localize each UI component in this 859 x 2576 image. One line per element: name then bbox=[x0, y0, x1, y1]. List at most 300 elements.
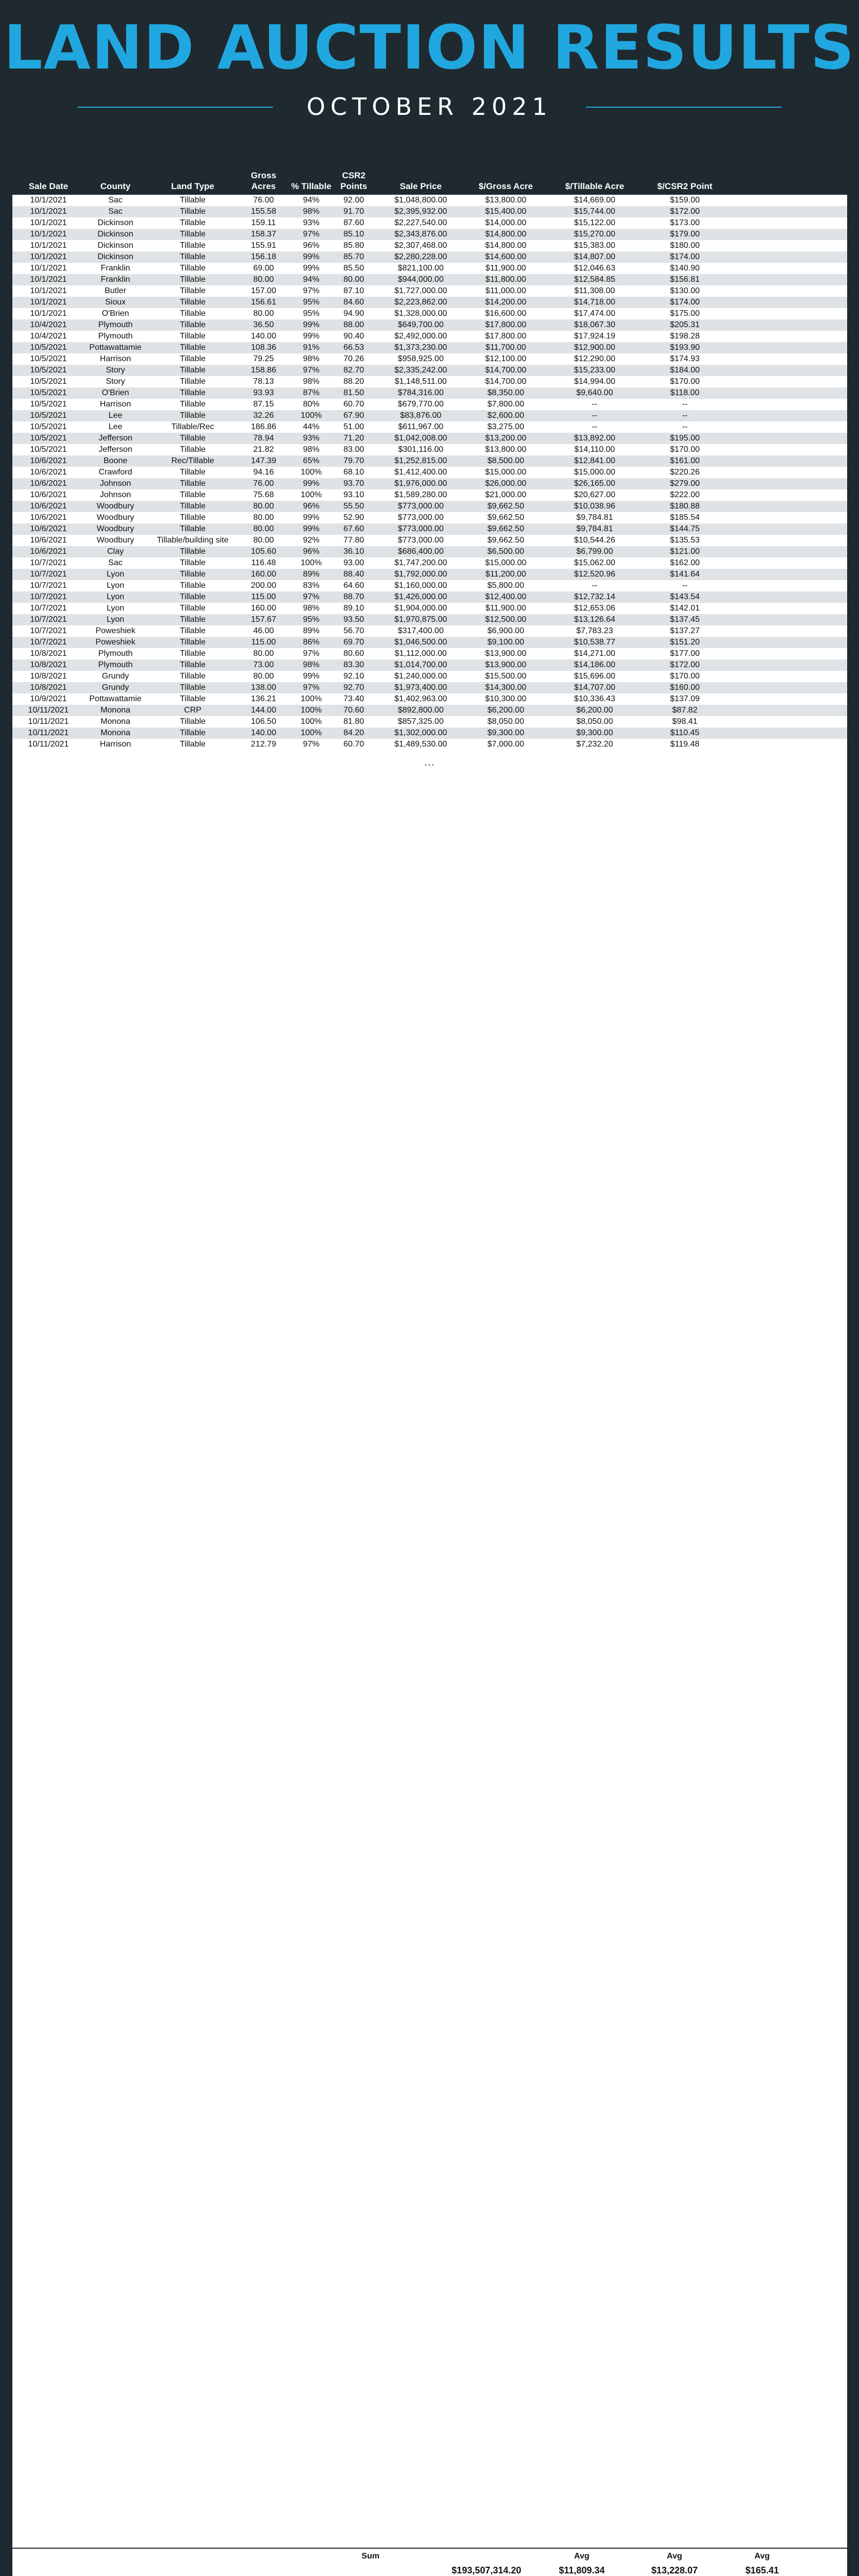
table-cell: $110.45 bbox=[670, 728, 700, 737]
table-cell: 93.00 bbox=[343, 558, 364, 567]
table-cell: 10/5/2021 bbox=[30, 354, 67, 363]
table-cell: $170.00 bbox=[670, 672, 700, 681]
table-cell: Tillable bbox=[179, 400, 206, 409]
table-cell: Tillable bbox=[179, 207, 206, 216]
table-cell: 80.60 bbox=[343, 649, 364, 658]
table-cell: Tillable/Rec bbox=[171, 422, 214, 431]
table-cell: $13,900.00 bbox=[485, 660, 527, 669]
table-cell: $15,000.00 bbox=[574, 468, 616, 477]
table-cell: 158.86 bbox=[251, 366, 276, 375]
table-cell: 10/6/2021 bbox=[30, 490, 67, 499]
table-cell: $679,770.00 bbox=[398, 400, 444, 409]
table-cell: Lyon bbox=[106, 581, 125, 590]
table-cell: $2,600.00 bbox=[487, 411, 525, 420]
table-cell: $6,799.00 bbox=[576, 547, 613, 556]
table-cell: $14,700.00 bbox=[485, 377, 527, 386]
table-cell: $13,892.00 bbox=[574, 434, 616, 443]
table-cell: $12,046.63 bbox=[574, 264, 616, 273]
table-cell: $5,800.00 bbox=[487, 581, 525, 590]
table-row bbox=[12, 569, 847, 580]
table-cell: 138.00 bbox=[251, 683, 276, 692]
table-cell: 98% bbox=[302, 207, 320, 216]
table-cell: $15,383.00 bbox=[574, 241, 616, 250]
table-cell: $1,727,000.00 bbox=[394, 286, 447, 295]
table-cell: 10/4/2021 bbox=[30, 332, 67, 341]
table-cell: 99% bbox=[302, 252, 320, 261]
table-cell: $821,100.00 bbox=[398, 264, 444, 273]
table-cell: 10/1/2021 bbox=[30, 230, 67, 239]
table-cell: 10/1/2021 bbox=[30, 286, 67, 295]
table-cell: $198.28 bbox=[670, 332, 700, 341]
table-cell: $7,800.00 bbox=[487, 400, 525, 409]
table-cell: 36.10 bbox=[343, 547, 364, 556]
table-cell: $177.00 bbox=[670, 649, 700, 658]
table-cell: 186.86 bbox=[251, 422, 276, 431]
column-header: CSR2 Points bbox=[340, 171, 367, 191]
column-header: $/Tillable Acre bbox=[565, 181, 625, 191]
column-header: $/CSR2 Point bbox=[657, 181, 713, 191]
table-cell: 65% bbox=[302, 456, 320, 465]
sum-label: Sum bbox=[361, 2552, 380, 2561]
table-cell: 10/6/2021 bbox=[30, 536, 67, 545]
table-cell: 10/11/2021 bbox=[28, 740, 69, 749]
table-cell: $205.31 bbox=[670, 320, 700, 329]
table-cell: $6,200.00 bbox=[576, 706, 613, 715]
table-cell: 83% bbox=[302, 581, 320, 590]
table-row bbox=[12, 705, 847, 716]
table-cell: $184.00 bbox=[670, 366, 700, 375]
table-cell: 106.50 bbox=[251, 717, 276, 726]
table-cell: $14,718.00 bbox=[574, 298, 616, 307]
table-cell: Tillable bbox=[179, 558, 206, 567]
column-header: % Tillable bbox=[291, 181, 332, 191]
table-cell: Lee bbox=[108, 422, 123, 431]
table-cell: $162.00 bbox=[670, 558, 700, 567]
table-cell: Tillable bbox=[179, 286, 206, 295]
table-cell: 82.70 bbox=[343, 366, 364, 375]
table-cell: Tillable bbox=[179, 649, 206, 658]
table-cell: Tillable bbox=[179, 354, 206, 363]
table-row bbox=[12, 421, 847, 433]
table-cell: Poweshiek bbox=[95, 638, 136, 647]
table-cell: $140.90 bbox=[670, 264, 700, 273]
table-cell: $17,924.19 bbox=[574, 332, 616, 341]
table-cell: $185.54 bbox=[670, 513, 700, 522]
table-cell: $773,000.00 bbox=[398, 502, 444, 511]
table-cell: Tillable bbox=[179, 604, 206, 613]
table-cell: $173.00 bbox=[670, 218, 700, 227]
table-row bbox=[12, 614, 847, 625]
table-cell: $15,696.00 bbox=[574, 672, 616, 681]
table-cell: 10/5/2021 bbox=[30, 388, 67, 397]
table-cell: 94.90 bbox=[343, 309, 364, 318]
table-row bbox=[12, 217, 847, 229]
table-cell: $172.00 bbox=[670, 207, 700, 216]
table-cell: 159.11 bbox=[251, 218, 276, 227]
table-cell: $1,412,400.00 bbox=[394, 468, 447, 477]
table-cell: Tillable bbox=[179, 264, 206, 273]
table-cell: 80.00 bbox=[253, 513, 274, 522]
table-cell: $9,300.00 bbox=[487, 728, 525, 737]
table-cell: 75.68 bbox=[253, 490, 274, 499]
table-cell: 81.50 bbox=[343, 388, 364, 397]
table-cell: 21.82 bbox=[253, 445, 274, 454]
table-row bbox=[12, 399, 847, 410]
table-cell: 97% bbox=[302, 286, 320, 295]
table-cell: 10/7/2021 bbox=[30, 570, 67, 579]
table-cell: Tillable bbox=[179, 638, 206, 647]
table-cell: $11,200.00 bbox=[485, 570, 526, 579]
table-cell: Plymouth bbox=[98, 660, 133, 669]
table-cell: $1,489,530.00 bbox=[394, 740, 447, 749]
table-cell: Dickinson bbox=[97, 230, 133, 239]
avg-gross-acre: $11,809.34 bbox=[559, 2565, 605, 2575]
table-row bbox=[12, 501, 847, 512]
table-cell: $15,000.00 bbox=[485, 558, 527, 567]
table-cell: 90.40 bbox=[343, 332, 364, 341]
table-cell: 100% bbox=[300, 728, 322, 737]
table-cell: Franklin bbox=[100, 275, 130, 284]
table-cell: Tillable bbox=[179, 468, 206, 477]
table-cell: $14,600.00 bbox=[485, 252, 527, 261]
table-cell: $1,402,963.00 bbox=[394, 694, 447, 703]
table-cell: $2,395,932.00 bbox=[394, 207, 447, 216]
table-cell: $137.09 bbox=[670, 694, 700, 703]
table-cell: Tillable bbox=[179, 298, 206, 307]
table-cell: $686,400.00 bbox=[398, 547, 444, 556]
table-cell: $9,784.81 bbox=[576, 513, 613, 522]
table-cell: 155.58 bbox=[251, 207, 276, 216]
table-cell: $142.01 bbox=[670, 604, 700, 613]
table-cell: Pottawattamie bbox=[89, 694, 142, 703]
table-cell: 140.00 bbox=[251, 728, 276, 737]
table-cell: 10/1/2021 bbox=[30, 241, 67, 250]
table-cell: 78.13 bbox=[253, 377, 274, 386]
table-cell: 87.15 bbox=[253, 400, 274, 409]
table-cell: Tillable bbox=[179, 615, 206, 624]
table-cell: $1,048,800.00 bbox=[394, 196, 447, 205]
table-row bbox=[12, 353, 847, 365]
table-cell: 156.61 bbox=[251, 298, 276, 307]
table-cell: 10/5/2021 bbox=[30, 434, 67, 443]
table-cell: 85.50 bbox=[343, 264, 364, 273]
table-cell: 10/1/2021 bbox=[30, 218, 67, 227]
table-cell: $6,900.00 bbox=[487, 626, 525, 635]
table-row bbox=[12, 376, 847, 387]
table-cell: Tillable bbox=[179, 388, 206, 397]
table-cell: 80.00 bbox=[253, 502, 274, 511]
table-cell: 160.00 bbox=[251, 604, 276, 613]
table-cell: $130.00 bbox=[670, 286, 700, 295]
table-cell: 80% bbox=[302, 400, 320, 409]
table-cell: 80.00 bbox=[253, 309, 274, 318]
table-cell: 80.00 bbox=[253, 524, 274, 533]
table-cell: -- bbox=[592, 400, 598, 409]
table-cell: 87.60 bbox=[343, 218, 364, 227]
table-cell: $6,200.00 bbox=[487, 706, 525, 715]
table-cell: Lyon bbox=[106, 604, 125, 613]
table-cell: 70.60 bbox=[343, 706, 364, 715]
table-cell: 100% bbox=[300, 694, 322, 703]
table-cell: -- bbox=[592, 411, 598, 420]
table-cell: 68.10 bbox=[343, 468, 364, 477]
table-cell: Tillable bbox=[179, 513, 206, 522]
table-cell: 10/7/2021 bbox=[30, 626, 67, 635]
table-cell: $83,876.00 bbox=[400, 411, 442, 420]
table-cell: 67.90 bbox=[343, 411, 364, 420]
table-cell: $944,000.00 bbox=[398, 275, 444, 284]
table-cell: $9,100.00 bbox=[487, 638, 525, 647]
table-row bbox=[12, 727, 847, 739]
table-cell: -- bbox=[592, 422, 598, 431]
table-cell: $180.88 bbox=[670, 502, 700, 511]
table-cell: 200.00 bbox=[251, 581, 276, 590]
table-cell: 84.20 bbox=[343, 728, 364, 737]
page-header bbox=[0, 0, 859, 155]
table-row bbox=[12, 297, 847, 308]
table-cell: $773,000.00 bbox=[398, 524, 444, 533]
table-cell: Woodbury bbox=[96, 536, 134, 545]
table-cell: Tillable bbox=[179, 694, 206, 703]
table-cell: 93% bbox=[302, 434, 320, 443]
table-cell: CRP bbox=[184, 706, 201, 715]
table-cell: $9,662.50 bbox=[487, 524, 525, 533]
table-cell: 60.70 bbox=[343, 740, 364, 749]
table-cell: 10/6/2021 bbox=[30, 479, 67, 488]
table-cell: $220.26 bbox=[670, 468, 700, 477]
table-cell: $9,300.00 bbox=[576, 728, 613, 737]
table-cell: 10/7/2021 bbox=[30, 592, 67, 601]
table-cell: $14,800.00 bbox=[485, 241, 527, 250]
table-cell: $14,110.00 bbox=[574, 445, 615, 454]
results-table bbox=[12, 155, 847, 2576]
table-cell: $12,732.14 bbox=[574, 592, 616, 601]
table-cell: $1,302,000.00 bbox=[394, 728, 447, 737]
table-row bbox=[12, 693, 847, 705]
table-cell: $14,800.00 bbox=[485, 230, 527, 239]
table-cell: Clay bbox=[107, 547, 124, 556]
table-cell: $9,784.81 bbox=[576, 524, 613, 533]
table-cell: $649,700.00 bbox=[398, 320, 444, 329]
table-row bbox=[12, 455, 847, 467]
table-header bbox=[12, 155, 847, 195]
subtitle-rule-right bbox=[586, 107, 782, 108]
table-cell: Woodbury bbox=[96, 513, 134, 522]
table-row bbox=[12, 251, 847, 263]
table-cell: $892,800.00 bbox=[398, 706, 444, 715]
table-cell: $6,500.00 bbox=[487, 547, 525, 556]
table-cell: 71.20 bbox=[343, 434, 364, 443]
table-row bbox=[12, 523, 847, 535]
table-row bbox=[12, 410, 847, 421]
table-cell: 10/1/2021 bbox=[30, 264, 67, 273]
table-cell: $14,807.00 bbox=[574, 252, 616, 261]
table-cell: $18,067.30 bbox=[574, 320, 616, 329]
table-cell: $16,600.00 bbox=[485, 309, 527, 318]
table-cell: $175.00 bbox=[670, 309, 700, 318]
table-cell: $12,584.85 bbox=[574, 275, 616, 284]
table-cell: 10/5/2021 bbox=[30, 411, 67, 420]
table-row bbox=[12, 433, 847, 444]
table-row bbox=[12, 263, 847, 274]
table-cell: 10/7/2021 bbox=[30, 615, 67, 624]
table-cell: Tillable bbox=[179, 309, 206, 318]
table-cell: $14,700.00 bbox=[485, 366, 527, 375]
table-cell: $11,000.00 bbox=[485, 286, 526, 295]
table-cell: $10,336.43 bbox=[574, 694, 616, 703]
table-cell: 94% bbox=[302, 196, 320, 205]
table-row bbox=[12, 229, 847, 240]
table-body bbox=[12, 195, 847, 750]
table-cell: 156.18 bbox=[251, 252, 276, 261]
table-cell: $10,538.77 bbox=[574, 638, 616, 647]
table-cell: 88.20 bbox=[343, 377, 364, 386]
table-cell: Tillable bbox=[179, 740, 206, 749]
table-cell: 100% bbox=[300, 490, 322, 499]
table-cell: 87.10 bbox=[343, 286, 364, 295]
table-cell: 85.80 bbox=[343, 241, 364, 250]
table-cell: -- bbox=[682, 581, 688, 590]
table-cell: Johnson bbox=[99, 479, 131, 488]
table-cell: $14,271.00 bbox=[574, 649, 616, 658]
table-row bbox=[12, 557, 847, 569]
table-row bbox=[12, 637, 847, 648]
table-cell: 97% bbox=[302, 592, 320, 601]
column-header: Land Type bbox=[171, 181, 214, 191]
table-cell: $193.90 bbox=[670, 343, 700, 352]
table-cell: $26,000.00 bbox=[485, 479, 527, 488]
table-cell: Tillable bbox=[179, 660, 206, 669]
table-cell: -- bbox=[682, 411, 688, 420]
page-subtitle: OCTOBER 2021 bbox=[307, 93, 552, 121]
table-cell: Tillable/building site bbox=[157, 536, 229, 545]
table-cell: $9,662.50 bbox=[487, 513, 525, 522]
table-cell: Monona bbox=[100, 706, 130, 715]
table-cell: 10/6/2021 bbox=[30, 502, 67, 511]
table-cell: 52.90 bbox=[343, 513, 364, 522]
table-cell: 83.00 bbox=[343, 445, 364, 454]
table-cell: 115.00 bbox=[251, 638, 276, 647]
table-cell: 10/7/2021 bbox=[30, 604, 67, 613]
table-cell: $8,050.00 bbox=[576, 717, 613, 726]
table-cell: $12,400.00 bbox=[485, 592, 527, 601]
table-cell: 10/1/2021 bbox=[30, 275, 67, 284]
table-cell: 77.80 bbox=[343, 536, 364, 545]
table-cell: 10/5/2021 bbox=[30, 422, 67, 431]
table-cell: $2,343,876.00 bbox=[394, 230, 447, 239]
table-cell: 88.40 bbox=[343, 570, 364, 579]
table-cell: 80.00 bbox=[343, 275, 364, 284]
table-cell: $87.82 bbox=[672, 706, 698, 715]
table-cell: 97% bbox=[302, 230, 320, 239]
table-cell: $14,994.00 bbox=[574, 377, 616, 386]
table-cell: 10/11/2021 bbox=[28, 717, 69, 726]
table-cell: Sac bbox=[108, 207, 123, 216]
table-row bbox=[12, 716, 847, 727]
table-cell: $161.00 bbox=[670, 456, 700, 465]
table-cell: 92.70 bbox=[343, 683, 364, 692]
table-cell: Sac bbox=[108, 558, 123, 567]
total-sale-price: $193,507,314.20 bbox=[451, 2565, 521, 2575]
table-cell: $119.48 bbox=[670, 740, 700, 749]
table-cell: 73.40 bbox=[343, 694, 364, 703]
column-header: Gross Acres bbox=[250, 171, 277, 191]
table-cell: 97% bbox=[302, 740, 320, 749]
table-cell: $7,783.23 bbox=[576, 626, 613, 635]
table-cell: $15,500.00 bbox=[485, 672, 527, 681]
table-cell: $9,662.50 bbox=[487, 502, 525, 511]
table-cell: $170.00 bbox=[670, 445, 700, 454]
table-row bbox=[12, 682, 847, 693]
table-row bbox=[12, 387, 847, 399]
table-cell: Harrison bbox=[99, 354, 131, 363]
table-cell: $160.00 bbox=[670, 683, 700, 692]
table-cell: 140.00 bbox=[251, 332, 276, 341]
table-cell: $10,300.00 bbox=[485, 694, 527, 703]
table-cell: Harrison bbox=[99, 740, 131, 749]
table-row bbox=[12, 648, 847, 659]
table-cell: 98% bbox=[302, 354, 320, 363]
table-cell: Tillable bbox=[179, 672, 206, 681]
table-cell: Tillable bbox=[179, 547, 206, 556]
table-cell: $174.00 bbox=[670, 298, 700, 307]
table-cell: 81.80 bbox=[343, 717, 364, 726]
table-cell: $12,290.00 bbox=[574, 354, 616, 363]
table-row bbox=[12, 512, 847, 523]
table-cell: $135.53 bbox=[670, 536, 700, 545]
page-title: LAND AUCTION RESULTS bbox=[4, 12, 855, 83]
table-cell: Monona bbox=[100, 728, 130, 737]
table-row bbox=[12, 580, 847, 591]
table-cell: $11,308.00 bbox=[574, 286, 615, 295]
table-cell: $2,307,468.00 bbox=[394, 241, 447, 250]
table-cell: Tillable bbox=[179, 592, 206, 601]
table-cell: 10/5/2021 bbox=[30, 445, 67, 454]
table-cell: Tillable bbox=[179, 626, 206, 635]
table-cell: 10/6/2021 bbox=[30, 456, 67, 465]
table-cell: 116.48 bbox=[251, 558, 276, 567]
table-cell: 92% bbox=[302, 536, 320, 545]
table-cell: 73.00 bbox=[253, 660, 274, 669]
table-cell: $773,000.00 bbox=[398, 536, 444, 545]
table-cell: $1,112,000.00 bbox=[394, 649, 447, 658]
table-cell: 44% bbox=[302, 422, 320, 431]
table-cell: 60.70 bbox=[343, 400, 364, 409]
table-cell: $26,165.00 bbox=[574, 479, 616, 488]
table-cell: 95% bbox=[302, 309, 320, 318]
table-cell: $14,200.00 bbox=[485, 298, 527, 307]
table-cell: 46.00 bbox=[253, 626, 274, 635]
table-cell: 157.67 bbox=[251, 615, 276, 624]
table-cell: 96% bbox=[302, 502, 320, 511]
table-cell: 87% bbox=[302, 388, 320, 397]
table-cell: Plymouth bbox=[98, 320, 133, 329]
table-cell: Franklin bbox=[100, 264, 130, 273]
table-cell: 70.26 bbox=[343, 354, 364, 363]
table-row bbox=[12, 285, 847, 297]
table-cell: $12,500.00 bbox=[485, 615, 527, 624]
table-cell: 99% bbox=[302, 513, 320, 522]
table-cell: Tillable bbox=[179, 252, 206, 261]
table-cell: 144.00 bbox=[251, 706, 276, 715]
table-cell: $172.00 bbox=[670, 660, 700, 669]
table-cell: $3,275.00 bbox=[487, 422, 525, 431]
table-cell: $11,800.00 bbox=[485, 275, 526, 284]
table-cell: 56.70 bbox=[343, 626, 364, 635]
table-cell: 10/1/2021 bbox=[30, 252, 67, 261]
table-cell: $8,350.00 bbox=[487, 388, 525, 397]
table-row bbox=[12, 195, 847, 206]
